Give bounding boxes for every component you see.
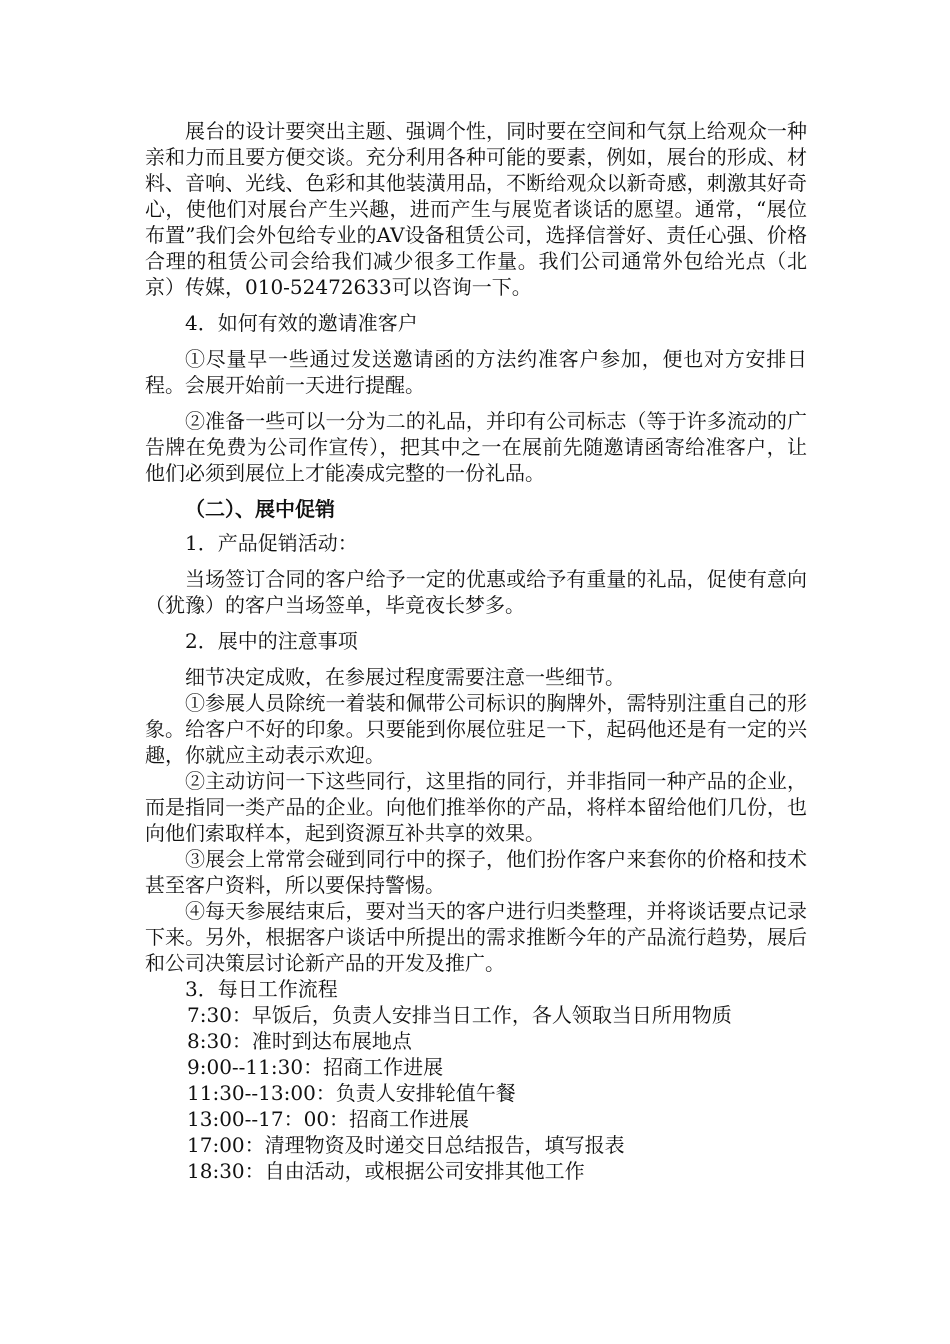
- section-2-title: （二）、展中促销: [185, 497, 335, 521]
- s2-item-2-point-1: ①参展人员除统一着装和佩带公司标识的胸牌外，需特别注重自己的形象。给客户不好的印象。只要能到你展位驻足一下，起码他还是有一定的兴趣，你就应主动表示欢迎。: [145, 691, 807, 767]
- intro-paragraph: 展台的设计要突出主题、强调个性，同时要在空间和气氛上给观众一种亲和力而且要方便交谈。充分利用各种可能的要素，例如，展台的形成、材料、音响、光线、色彩和其他装潢用品，不断给观众以新奇感，刺激其好奇心，使他们对展台产生兴趣，进而产生与展览者谈话的愿望。通常，“展位布置”我们会外包给专业的AV设备租赁公司，选择信誉好、责任心强、价格合理的租赁公司会给我们减少很多工作量。我们公司通常外包给光点（北京）传媒，010-52472633可以咨询一下。: [145, 119, 807, 299]
- s2-item-1-text: 当场签订合同的客户给予一定的优惠或给予有重量的礼品，促使有意向（犹豫）的客户当场签单，毕竟夜长梦多。: [145, 567, 807, 617]
- s2-item-2-point-4: ④每天参展结束后，要对当天的客户进行归类整理，并将谈话要点记录下来。另外，根据客户谈话中所提出的需求推断今年的产品流行趋势，展后和公司决策层讨论新产品的开发及推广。: [145, 899, 807, 975]
- schedule-entry: 7:30：早饭后，负责人安排当日工作，各人领取当日所用物质: [187, 1003, 732, 1027]
- s2-item-2-point-3: ③展会上常常会碰到同行中的探子，他们扮作客户来套你的价格和技术甚至客户资料，所以要保持警惕。: [145, 847, 807, 897]
- document-page: [145, 118, 807, 1184]
- item-4-point-1: ①尽量早一些通过发送邀请函的方法约准客户参加，便也对方安排日程。会展开始前一天进行提醒。: [145, 347, 807, 397]
- s2-item-3-heading: 3．每日工作流程: [185, 977, 338, 1001]
- schedule-entry: 11:30--13:00：负责人安排轮值午餐: [187, 1081, 516, 1105]
- s2-item-2-point-2: ②主动访问一下这些同行，这里指的同行，并非指同一种产品的企业，而是指同一类产品的企业。向他们推举你的产品，将样本留给他们几份，也向他们索取样本，起到资源互补共享的效果。: [145, 769, 807, 845]
- schedule-entry: 18:30：自由活动，或根据公司安排其他工作: [187, 1159, 585, 1183]
- s2-item-2-heading: 2．展中的注意事项: [185, 629, 358, 653]
- schedule-entry: 8:30：准时到达布展地点: [187, 1029, 412, 1053]
- item-4-point-2: ②准备一些可以一分为二的礼品，并印有公司标志（等于许多流动的广告牌在免费为公司作宣传），把其中之一在展前先随邀请函寄给准客户，让他们必须到展位上才能凑成完整的一份礼品。: [145, 409, 807, 485]
- s2-item-1-heading: 1．产品促销活动：: [185, 531, 358, 555]
- schedule-entry: 17:00：清理物资及时递交日总结报告，填写报表: [187, 1133, 625, 1157]
- s2-item-2-intro: 细节决定成败，在参展过程度需要注意一些细节。: [185, 665, 625, 689]
- schedule-entry: 13:00--17：00：招商工作进展: [187, 1107, 470, 1131]
- daily-schedule: [145, 1002, 807, 1184]
- schedule-entry: 9:00--11:30：招商工作进展: [187, 1055, 444, 1079]
- item-4-heading: 4．如何有效的邀请准客户: [185, 311, 418, 335]
